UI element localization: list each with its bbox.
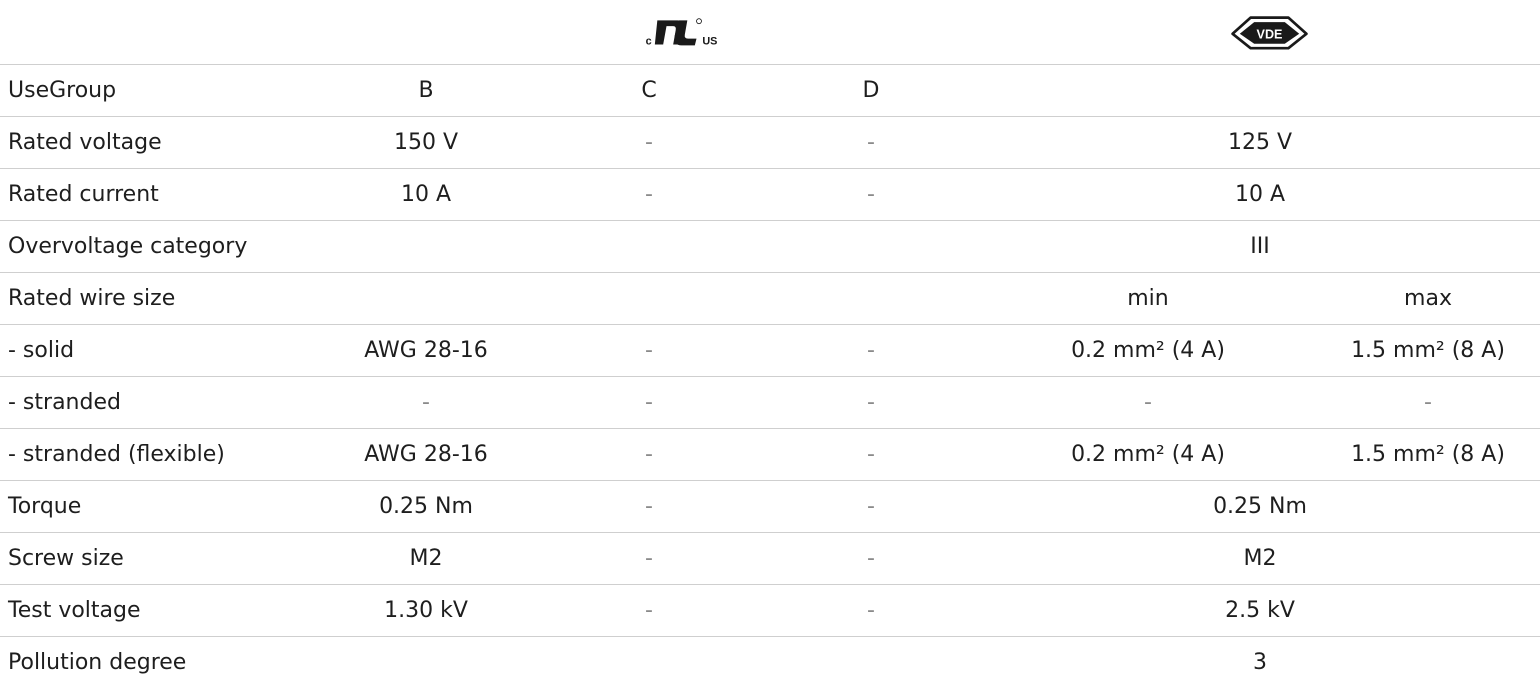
- vde-min-value: min: [980, 273, 1316, 325]
- ul-group-b-value: AWG 28-16: [316, 325, 536, 377]
- ul-group-d-value: -: [762, 481, 980, 533]
- row-label: Rated current: [0, 169, 316, 221]
- row-label: Overvoltage category: [0, 221, 316, 273]
- row-label: - stranded: [0, 377, 316, 429]
- row-label: Rated voltage: [0, 117, 316, 169]
- ul-group-c-value: -: [536, 585, 762, 637]
- vde-value: 0.25 Nm: [980, 481, 1540, 533]
- ul-group-d-value: -: [762, 533, 980, 585]
- empty-header-cell: [0, 0, 316, 65]
- ul-group-b-value: AWG 28-16: [316, 429, 536, 481]
- ul-group-c-value: [536, 637, 762, 689]
- ul-group-b-value: 0.25 Nm: [316, 481, 536, 533]
- row-label: Rated wire size: [0, 273, 316, 325]
- row-label: Torque: [0, 481, 316, 533]
- ul-group-c-value: -: [536, 429, 762, 481]
- table-row: [0, 169, 1540, 221]
- table-row: [0, 65, 1540, 117]
- table-row: [0, 377, 1540, 429]
- ul-group-c-value: -: [536, 377, 762, 429]
- vde-min-value: 0.2 mm² (4 A): [980, 429, 1316, 481]
- ul-group-b-value: [316, 637, 536, 689]
- ul-group-d-value: -: [762, 169, 980, 221]
- vde-max-value: 1.5 mm² (8 A): [1316, 325, 1540, 377]
- certification-logo-row: [0, 0, 1540, 65]
- table-row: [0, 117, 1540, 169]
- svg-text:VDE: VDE: [1256, 27, 1282, 42]
- table-row: [0, 273, 1540, 325]
- row-label: - stranded (flexible): [0, 429, 316, 481]
- cul-us-logo-icon: [637, 17, 741, 47]
- vde-max-value: -: [1316, 377, 1540, 429]
- table-row: [0, 325, 1540, 377]
- vde-logo-icon: [1229, 14, 1310, 50]
- row-label: Pollution degree: [8, 650, 187, 675]
- vde-max-value: max: [1316, 273, 1540, 325]
- table-row: [0, 429, 1540, 481]
- row-label: Screw size: [0, 533, 316, 585]
- ul-group-c-value: -: [536, 169, 762, 221]
- ul-group-c-value: C: [536, 65, 762, 117]
- ul-group-c-value: [536, 221, 762, 273]
- ul-group-c-value: -: [536, 481, 762, 533]
- vde-value: III: [980, 221, 1540, 273]
- spec-rows: [0, 65, 1540, 689]
- vde-max-value: 1.5 mm² (8 A): [1316, 429, 1540, 481]
- ul-group-b-value: 150 V: [316, 117, 536, 169]
- ul-group-d-value: -: [762, 429, 980, 481]
- ul-group-d-value: [762, 221, 980, 273]
- table-row: [0, 481, 1540, 533]
- ul-group-b-value: 1.30 kV: [316, 585, 536, 637]
- row-label: - solid: [0, 325, 316, 377]
- ul-group-d-value: -: [762, 117, 980, 169]
- ul-group-d-value: [762, 273, 980, 325]
- ul-group-c-value: [536, 273, 762, 325]
- vde-min-value: 0.2 mm² (4 A): [980, 325, 1316, 377]
- ul-group-d-value: -: [762, 377, 980, 429]
- svg-text:US: US: [702, 35, 718, 47]
- ul-group-d-value: -: [762, 325, 980, 377]
- ul-group-c-value: -: [536, 325, 762, 377]
- ul-group-d-value: D: [762, 65, 980, 117]
- ul-group-c-value: -: [536, 533, 762, 585]
- vde-value: 2.5 kV: [980, 585, 1540, 637]
- table-row: [0, 585, 1540, 637]
- vde-value: 10 A: [980, 169, 1540, 221]
- ul-group-b-value: B: [316, 65, 536, 117]
- svg-text:c: c: [645, 35, 652, 47]
- ul-group-b-value: -: [316, 377, 536, 429]
- vde-value: 125 V: [980, 117, 1540, 169]
- row-label: UseGroup: [0, 65, 316, 117]
- row-label: Test voltage: [0, 585, 316, 637]
- ul-group-b-value: [316, 221, 536, 273]
- ul-header-cell: [316, 0, 980, 65]
- ul-group-d-value: -: [762, 585, 980, 637]
- vde-value: [980, 65, 1540, 117]
- vde-min-value: -: [980, 377, 1316, 429]
- ul-group-b-value: M2: [316, 533, 536, 585]
- vde-value: 3: [1253, 650, 1267, 675]
- table-row: [0, 533, 1540, 585]
- ul-group-d-value: [762, 637, 980, 689]
- ul-group-b-value: [316, 273, 536, 325]
- table-row: [0, 637, 1540, 689]
- ul-group-c-value: -: [536, 117, 762, 169]
- ul-group-b-value: 10 A: [316, 169, 536, 221]
- table-row: [0, 221, 1540, 273]
- vde-header-cell: [980, 0, 1540, 65]
- vde-value: M2: [980, 533, 1540, 585]
